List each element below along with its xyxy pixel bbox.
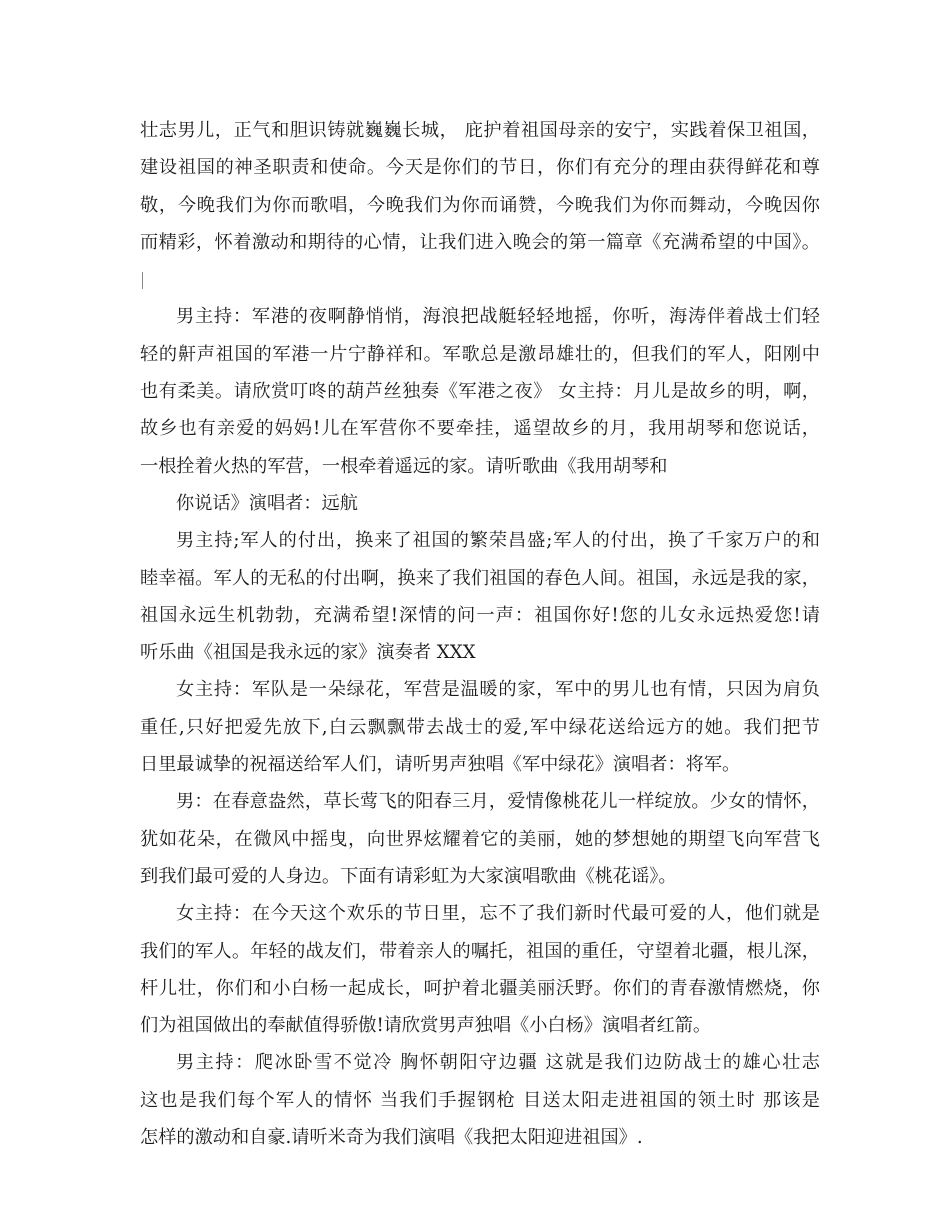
- text-line: 而精彩，怀着激动和期待的心情，让我们进入晚会的第一篇章《充满希望的中国》。: [140, 231, 820, 253]
- text-line: 男：在春意盎然，草长莺飞的阳春三月，爱情像桃花儿一样绽放。少女的情怀，: [176, 791, 820, 813]
- text-line: 故乡也有亲爱的妈妈!儿在军营你不要牵挂，遥望故乡的月，我用胡琴和您说话，: [140, 418, 820, 440]
- text-line: 杆儿壮，你们和小白杨一起成长，呵护着北疆美丽沃野。你们的青春激情燃烧，你: [140, 977, 820, 999]
- text-line: 这也是我们每个军人的情怀 当我们手握钢枪 目送太阳走进祖国的领土时 那该是: [140, 1089, 820, 1111]
- text-line: 到我们最可爱的人身边。下面有请彩虹为大家演唱歌曲《桃花谣》。: [140, 865, 677, 887]
- text-line: 重任,只好把爱先放下,白云飘飘带去战士的爱,军中绿花送给远方的她。我们把节: [140, 716, 820, 738]
- text-line: 敬，今晚我们为你而歌唱，今晚我们为你而诵赞，今晚我们为你而舞动，今晚因你: [140, 194, 820, 216]
- paragraph-8: [140, 1044, 820, 1156]
- paragraph-1: [140, 112, 820, 298]
- text-cursor-line: [140, 261, 820, 298]
- text-line: 你说话》演唱者：远航: [176, 492, 358, 514]
- text-line: 怎样的激动和自豪.请听米奇为我们演唱《我把太阳迎进祖国》.: [140, 1127, 643, 1149]
- text-line: 听乐曲《祖国是我永远的家》演奏者 XXX: [140, 642, 476, 664]
- text-line: 男主持：爬冰卧雪不觉冷 胸怀朝阳守边疆 这就是我们边防战士的雄心壮志: [176, 1052, 820, 1074]
- text-line: 壮志男儿，正气和胆识铸就巍巍长城， 庇护着祖国母亲的安宁，实践着保卫祖国，: [140, 120, 820, 141]
- document-page: [140, 112, 820, 1156]
- text-line: 轻的鼾声祖国的军港一片宁静祥和。军歌总是激昂雄壮的，但我们的军人，阳刚中: [140, 343, 820, 365]
- text-line: 也有柔美。请欣赏叮咚的葫芦丝独奏《军港之夜》 女主持：月儿是故乡的明，啊，: [140, 381, 820, 403]
- text-line: 女主持：在今天这个欢乐的节日里，忘不了我们新时代最可爱的人，他们就是: [176, 903, 820, 925]
- paragraph-6: [140, 783, 820, 895]
- paragraph-3: [140, 485, 820, 522]
- text-line: 日里最诚挚的祝福送给军人们，请听男声独唱《军中绿花》演唱者：将军。: [140, 754, 741, 776]
- text-line: 男主持;军人的付出，换来了祖国的繁荣昌盛;军人的付出，换了千家万户的和: [176, 530, 820, 552]
- text-line: 祖国永远生机勃勃，充满希望!深情的问一声：祖国你好!您的儿女永远热爱您!请: [140, 604, 820, 626]
- text-line: 睦幸福。军人的无私的付出啊，换来了我们祖国的春色人间。祖国，永远是我的家，: [140, 567, 820, 589]
- text-line: 们为祖国做出的奉献值得骄傲!请欣赏男声独唱《小白杨》演唱者红箭。: [140, 1015, 712, 1037]
- paragraph-4: [140, 522, 820, 671]
- text-line: 一根拴着火热的军营，一根牵着遥远的家。请听歌曲《我用胡琴和: [140, 455, 668, 477]
- paragraph-7: [140, 895, 820, 1044]
- paragraph-5: [140, 671, 820, 783]
- text-cursor: [142, 272, 143, 289]
- paragraph-2: [140, 298, 820, 484]
- text-line: 女主持：军队是一朵绿花，军营是温暖的家，军中的男儿也有情，只因为肩负: [176, 679, 820, 701]
- text-line: 我们的军人。年轻的战友们，带着亲人的嘱托，祖国的重任，守望着北疆，根儿深，: [140, 940, 820, 962]
- text-line: 男主持：军港的夜啊静悄悄，海浪把战艇轻轻地摇，你听，海涛伴着战士们轻: [176, 306, 820, 328]
- text-line: 建设祖国的神圣职责和使命。今天是你们的节日，你们有充分的理由获得鲜花和尊: [140, 157, 820, 179]
- text-line: 犹如花朵，在微风中摇曳，向世界炫耀着它的美丽，她的梦想她的期望飞向军营飞: [140, 828, 820, 850]
